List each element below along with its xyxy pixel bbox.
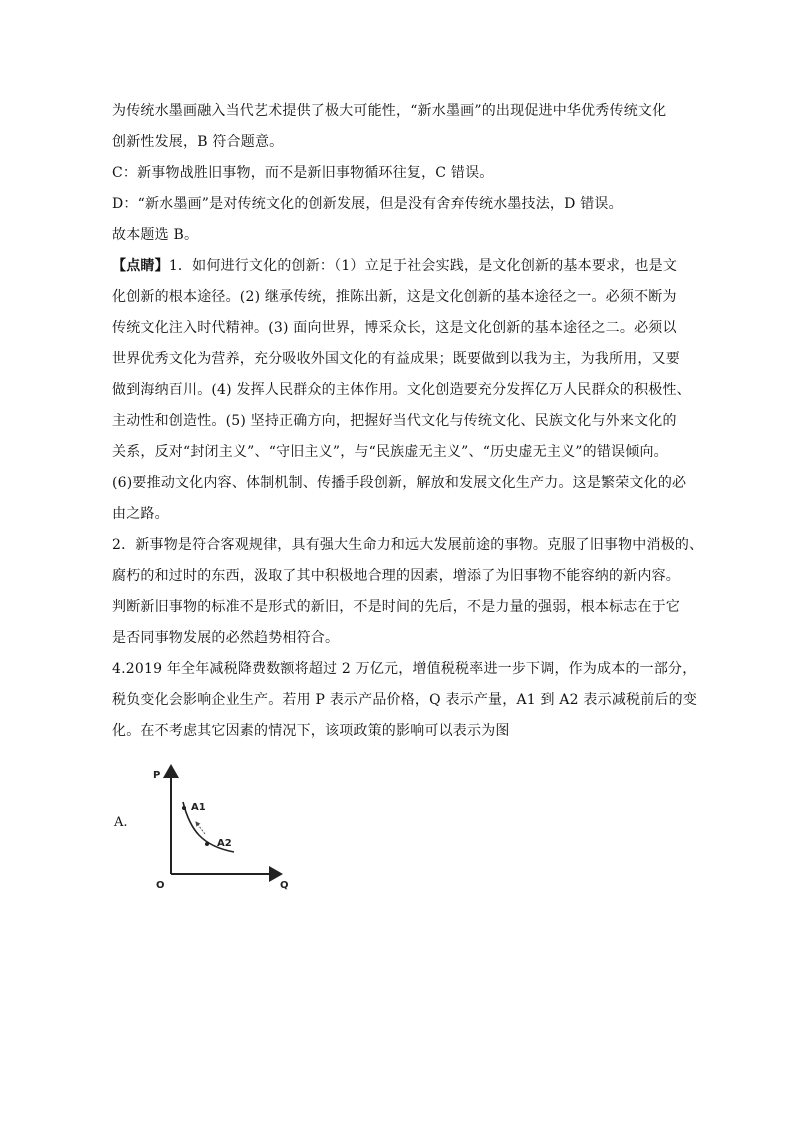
answer-line-2: 创新性发展，B 符合题意。 [112, 134, 284, 150]
x-axis-label: Q [280, 880, 289, 891]
question-4-line-2: 税负变化会影响企业生产。若用 P 表示产品价格，Q 表示产量，A1 到 A2 表示减税前后的变 [112, 692, 698, 708]
dianjing-line-9: 由之路。 [112, 506, 169, 522]
point-a1-label: A1 [191, 802, 206, 813]
origin-label: O [156, 880, 165, 891]
dianjing-line-10: 2．新事物是符合客观规律，具有强大生命力和远大发展前途的事物。克服了旧事物中消极的、 [112, 537, 704, 553]
option-a-chart [144, 760, 304, 895]
dianjing-line-8: (6)要推动文化内容、体制机制、传播手段创新，解放和发展文化生产力。这是繁荣文化的必 [112, 475, 687, 491]
option-a-label: A. [114, 815, 128, 830]
point-a2-marker [205, 842, 209, 846]
dianjing-line-7: 关系，反对“封闭主义”、“守旧主义”，与“民族虚无主义”、“历史虚无主义”的错误倾向。 [112, 444, 668, 460]
dianjing-line-12: 判断新旧事物的标准不是形式的新旧，不是时间的先后，不是力量的强弱，根本标志在于它 [112, 599, 680, 615]
dianjing-text-1: 1．如何进行文化的创新：（1）立足于社会实践，是文化创新的基本要求，也是文 [168, 258, 678, 274]
y-axis-label: P [153, 770, 161, 781]
question-4-line-1: 4.2019 年全年减税降费数额将超过 2 万亿元，增值税税率进一步下调，作为成本的一部分， [112, 661, 697, 677]
option-d-explanation: D：“新水墨画”是对传统文化的创新发展，但是没有舍弃传统水墨技法，D 错误。 [112, 196, 623, 212]
dianjing-line-13: 是否同事物发展的必然趋势相符合。 [112, 630, 340, 646]
dianjing-line-11: 腐朽的和过时的东西，汲取了其中积极地合理的因素，增添了为旧事物不能容纳的新内容。 [112, 568, 680, 584]
point-a2-label: A2 [217, 838, 232, 849]
dianjing-line-1 [112, 251, 692, 282]
question-4-line-3: 化。在不考虑其它因素的情况下，该项政策的影响可以表示为图 [112, 723, 510, 739]
option-c-explanation: C：新事物战胜旧事物，而不是新旧事物循环往复，C 错误。 [112, 165, 494, 181]
dianjing-line-6: 主动性和创造性。(5) 坚持正确方向，把握好当代文化与传统文化、民族文化与外来文化的 [112, 413, 677, 429]
dianjing-line-4: 世界优秀文化为营养，充分吸收外国文化的有益成果；既要做到以我为主，为我所用，又要 [112, 351, 680, 367]
dianjing-line-5: 做到海纳百川。(4) 发挥人民群众的主体作用。文化创造要充分发挥亿万人民群众的积极性、 [112, 382, 691, 398]
point-a1-marker [182, 806, 186, 810]
answer-conclusion: 故本题选 B。 [112, 227, 199, 243]
answer-line-1: 为传统水墨画融入当代艺术提供了极大可能性，“新水墨画”的出现促进中华优秀传统文化 [112, 103, 667, 119]
document-body [112, 96, 704, 747]
dianjing-line-2: 化创新的根本途径。(2) 继承传统，推陈出新，这是文化创新的基本途径之一。必须不断为 [112, 289, 677, 305]
dianjing-label: 【点睛】 [112, 258, 169, 274]
dianjing-line-3: 传统文化注入时代精神。(3) 面向世界，博采众长，这是文化创新的基本途径之二。必须以 [112, 320, 677, 336]
